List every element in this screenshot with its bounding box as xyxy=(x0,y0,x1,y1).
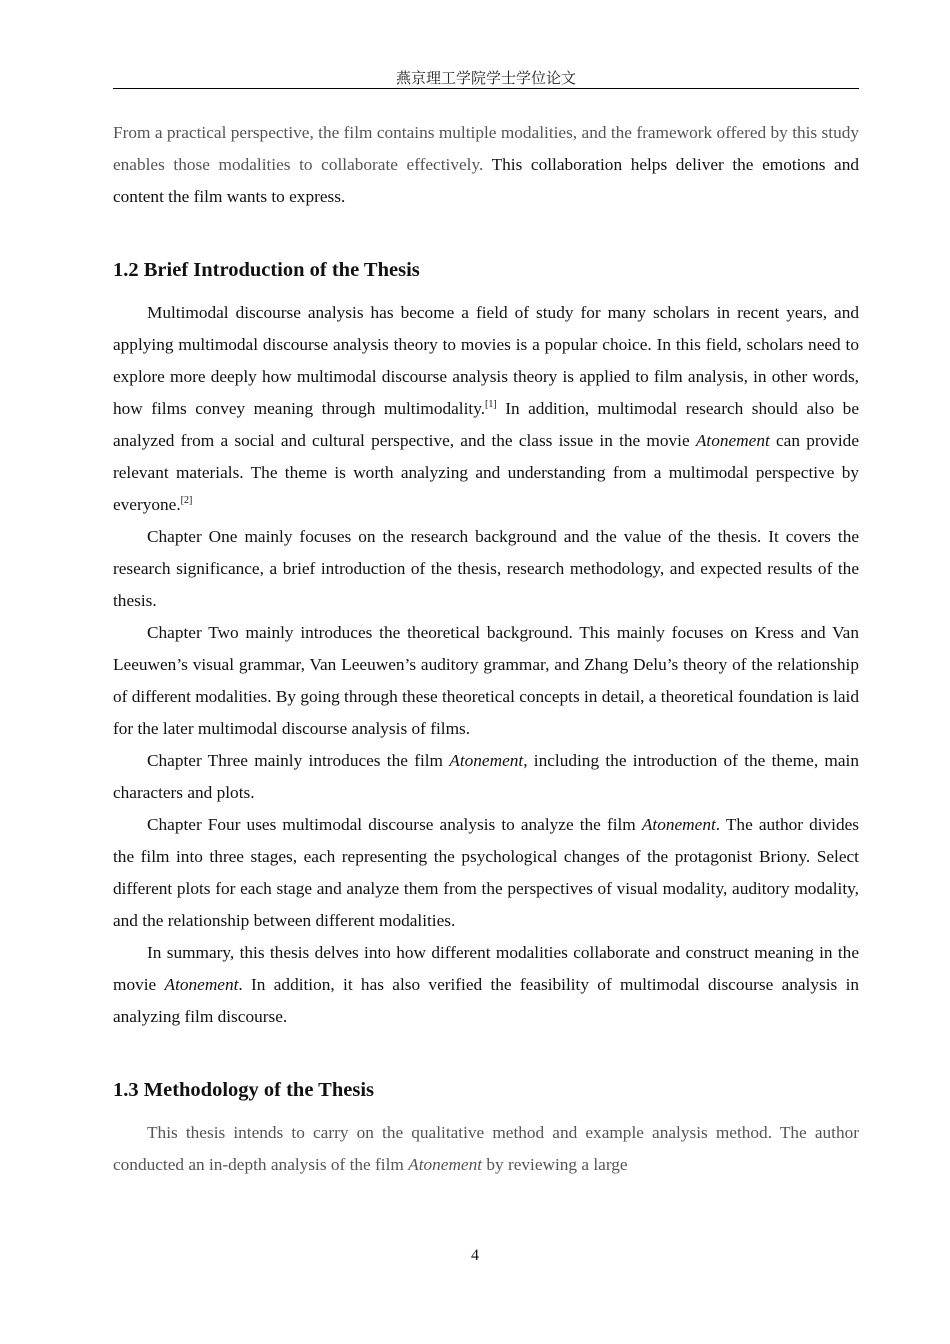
film-title: Atonement xyxy=(408,1155,483,1174)
paragraph-text: In summary, this thesis delves into how different modalities collaborate and construct meaning in the movie xyxy=(113,943,859,994)
intro-text-grey: From a practical perspective, the film contains multiple modalities, and the framework offered by this study enables those modalities to collaborate effectively. xyxy=(113,123,859,174)
paragraph-text: can provide relevant materials. The theme is worth analyzing and understanding from a multimodal perspective by everyone. xyxy=(113,431,859,514)
paragraph-text: . In addition, it has also verified the feasibility of multimodal discourse analysis in analyzing film discourse. xyxy=(113,975,860,1026)
paragraph-1-3-1 xyxy=(113,1117,859,1181)
citation-ref[interactable]: [1] xyxy=(485,399,497,411)
paragraph-text: Multimodal discourse analysis has become a field of study for many scholars in recent years, and applying multimodal discourse analysis theory to movies is a popular choice. In this field, scholars need to explore more deeply how multimodal discourse analysis theory is applied to film analysis, in other words, how films convey meaning through multimodality. xyxy=(113,303,859,418)
paragraph-1-2-1 xyxy=(113,297,859,521)
film-title: Atonement xyxy=(449,751,524,770)
running-header: 燕京理工学院学士学位论文 xyxy=(113,68,859,89)
film-title: Atonement xyxy=(695,431,770,450)
paragraph-text: In addition, multimodal research should also be analyzed from a social and cultural perspective, and the class issue in the movie xyxy=(113,399,859,450)
page-number: 4 xyxy=(471,1247,479,1264)
paragraph-text: . The author divides the film into three stages, each representing the psychological changes of the protagonist Briony. Select different plots for each stage and analyze them from the perspectives of visual modality, auditory modality, and the relationship between different modalities. xyxy=(113,815,860,930)
paragraph-text: , including the introduction of the theme, main characters and plots. xyxy=(113,751,859,802)
paragraph-text: This thesis intends to carry on the qualitative method and example analysis method. The author conducted an in-depth analysis of the film xyxy=(113,1123,859,1174)
intro-paragraph xyxy=(113,117,859,213)
citation-ref[interactable]: [2] xyxy=(180,495,193,507)
paragraph-1-2-5 xyxy=(113,809,859,937)
film-title: Atonement xyxy=(641,815,716,834)
film-title: Atonement xyxy=(164,975,239,994)
paragraph-text: Chapter Four uses multimodal discourse analysis to analyze the film xyxy=(147,815,642,834)
paragraph-1-2-2: Chapter One mainly focuses on the research background and the value of the thesis. It covers the research significance, a brief introduction of the thesis, research methodology, and expected results of the thesis. xyxy=(113,527,859,610)
paragraph-1-2-4 xyxy=(113,745,859,809)
paragraph-1-2-6 xyxy=(113,937,859,1033)
page-body xyxy=(113,117,859,1181)
intro-text: This collaboration helps deliver the emotions and content the film wants to express. xyxy=(113,155,860,206)
paragraph-text: by reviewing a large xyxy=(482,1155,628,1174)
paragraph-1-2-3: Chapter Two mainly introduces the theoretical background. This mainly focuses on Kress and Van Leeuwen’s visual grammar, Van Leeuwen’s auditory grammar, and Zhang Delu’s theory of the relationship of different modalities. By going through these theoretical concepts in detail, a theoretical foundation is laid for the later multimodal discourse analysis of films. xyxy=(113,623,859,738)
section-heading-1-2: 1.2 Brief Introduction of the Thesis xyxy=(113,259,420,281)
paragraph-text: Chapter Three mainly introduces the film xyxy=(147,751,450,770)
section-heading-1-3: 1.3 Methodology of the Thesis xyxy=(113,1079,375,1101)
